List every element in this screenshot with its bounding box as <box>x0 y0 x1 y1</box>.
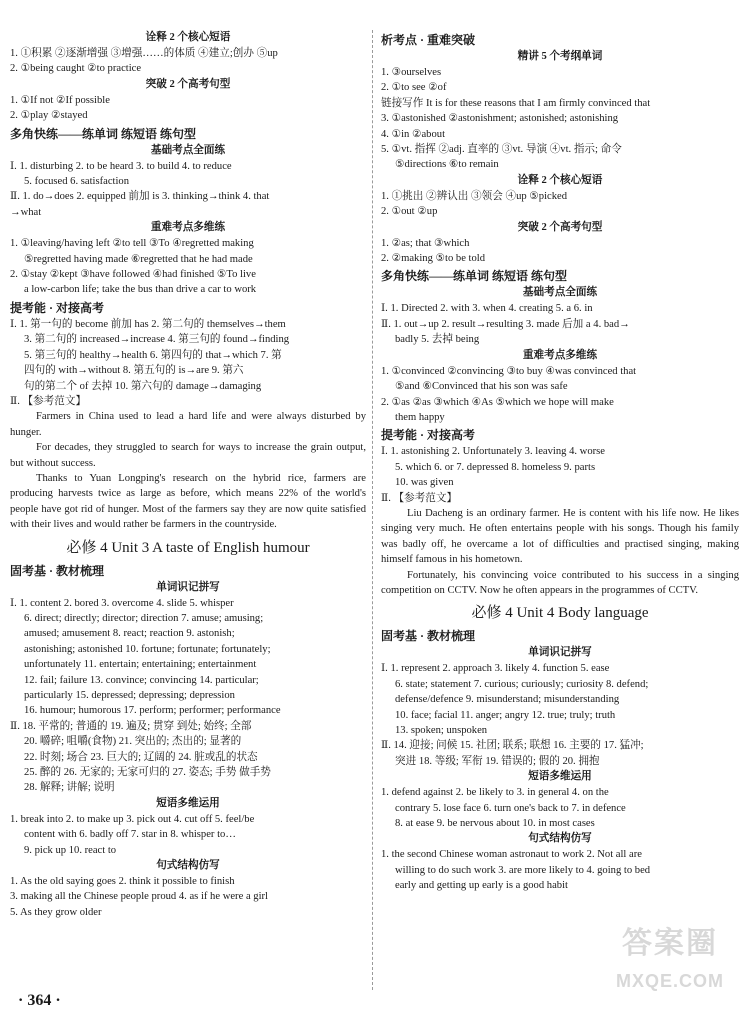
section-heading: 析考点 · 重难突破 <box>381 33 476 47</box>
answer-line: 1. ①convinced ②convincing ③to buy ④was convinced that <box>381 365 637 377</box>
answer-line: 6. state; statement 7. curious; curiously; curiosity 8. defend; <box>395 678 649 690</box>
answer-line: badly 5. 去掉 being <box>395 334 480 346</box>
answer-line: 1. defend against 2. be likely to 3. in general 4. on the <box>381 787 609 799</box>
essay-paragraph: Farmers in China used to lead a hard life and were always disturbed by hunger. <box>10 411 366 438</box>
answer-line: 1. ①积累 ②逐渐增强 ③增强……的体质 ④建立;创办 ⑤up <box>10 48 278 59</box>
answer-line: contrary 5. lose face 6. turn one's back to 7. in defence <box>395 802 626 814</box>
answer-line: 2. ①stay ②kept ③have followed ④had finished ⑤To live <box>10 269 256 281</box>
watermark-title: 答案圈 <box>622 927 718 960</box>
right-column <box>381 30 739 894</box>
answer-line: ⑤and ⑥Convinced that his son was safe <box>395 381 568 393</box>
answer-line: Ⅱ. 【参考范文】 <box>381 492 458 504</box>
subsection-heading: 句式结构仿写 <box>156 860 220 872</box>
answer-line: 3. making all the Chinese people proud 4. as if he were a girl <box>10 891 269 903</box>
subsection-heading: 基础考点全面练 <box>522 287 598 299</box>
answer-line: ⑤directions ⑥to remain <box>395 159 499 171</box>
answer-line: Ⅱ. 【参考范文】 <box>10 395 87 407</box>
answer-line: 10. was given <box>395 477 454 489</box>
answer-line: 10. face; facial 11. anger; angry 12. true; truly; truth <box>395 709 616 721</box>
answer-line: defense/defence 9. misunderstand; misunderstanding <box>395 694 620 706</box>
unit-title: 必修 4 Unit 4 Body language <box>471 605 649 622</box>
answer-line: Ⅰ. 1. Directed 2. with 3. when 4. creating 5. a 6. in <box>381 303 593 315</box>
subsection-heading: 诠释 2 个核心短语 <box>517 174 603 186</box>
answer-line: →what <box>10 206 42 218</box>
answer-line: 6. direct; directly; director; direction 7. amuse; amusing; <box>24 612 264 624</box>
answer-line: 2. ①to see ②of <box>381 82 447 94</box>
section-heading: 固考基 · 教材梳理 <box>381 629 476 644</box>
answer-line: 25. 醉的 26. 无家的; 无家可归的 27. 姿态; 手势 做手势 <box>24 767 271 779</box>
answer-line: Ⅱ. 1. out→up 2. result→resulting 3. made 后加 a 4. bad→ <box>381 318 630 330</box>
subsection-heading: 句式结构仿写 <box>528 833 592 845</box>
section-heading: 提考能 · 对接高考 <box>10 300 105 315</box>
answer-line: 2. ①out ②up <box>381 206 438 218</box>
answer-line: 1. ③ourselves <box>381 67 442 78</box>
answer-line: 四句的 with→without 8. 第五句的 is→are 9. 第六 <box>24 365 244 377</box>
answer-line: content with 6. badly off 7. star in 8. whisper to… <box>24 829 236 841</box>
left-column <box>10 30 366 920</box>
answer-line: 5. focused 6. satisfaction <box>24 176 130 188</box>
answer-line: 20. 嚼碎; 咀嚼(食物) 21. 突出的; 杰出的; 显著的 <box>24 736 242 748</box>
answer-line: Ⅰ. 1. content 2. bored 3. overcome 4. slide 5. whisper <box>10 597 234 609</box>
answer-line: 2. ①being caught ②to practice <box>10 63 142 75</box>
answer-line: 链接写作 It is for these reasons that I am firmly convinced that <box>381 97 651 109</box>
unit-title: 必修 4 Unit 3 A taste of English humour <box>66 539 310 556</box>
answer-line: willing to do such work 3. are more likely to 4. going to bed <box>395 864 651 876</box>
essay-paragraph: Liu Dacheng is an ordinary farmer. He is content with his life now. He likes singing very much. He often entertains people with his songs. Though his family was badly off, he overcame a lot of difficulties and practised singing, making himself famous in his hometown. <box>381 507 739 566</box>
answer-line: 12. fail; failure 13. convince; convincing 14. particular; <box>24 674 259 686</box>
answer-line: 1. break into 2. to make up 3. pick out 4. cut off 5. feel/be <box>10 813 255 825</box>
subsection-heading: 重难考点多维练 <box>522 349 598 361</box>
section-heading: 多角快练——练单词 练短语 练句型 <box>381 269 568 284</box>
answer-line: 9. pick up 10. react to <box>24 844 117 856</box>
answer-line: 1. ①挑出 ②辨认出 ③领会 ④up ⑤picked <box>381 190 568 202</box>
answer-line: 5. which 6. or 7. depressed 8. homeless 9. parts <box>395 461 596 473</box>
subsection-heading: 重难考点多维练 <box>150 222 226 234</box>
answer-line: astonishing; astonished 10. fortune; fortunate; fortunately; <box>24 643 271 655</box>
column-divider <box>372 30 374 990</box>
answer-line: particularly 15. depressed; depressing; depression <box>24 690 235 701</box>
essay-paragraph: For decades, they struggled to search for ways to increase the grain output, but without success. <box>10 442 366 469</box>
answer-line: unfortunately 11. entertain; entertaining; entertainment <box>24 659 257 671</box>
subsection-heading: 短语多维运用 <box>156 797 220 809</box>
section-heading: 提考能 · 对接高考 <box>381 428 476 443</box>
answer-line: Ⅱ. 1. do→does 2. equipped 前加 is 3. thinking→think 4. that <box>10 191 270 203</box>
answer-line: Ⅰ. 1. represent 2. approach 3. likely 4. function 5. ease <box>381 663 610 675</box>
answer-line: 16. humour; humorous 17. perform; performer; performance <box>24 705 281 717</box>
answer-line: a low-carbon life; take the bus than drive a car to work <box>24 284 257 296</box>
answer-line: 1. ①leaving/having left ②to tell ③To ④regretted making <box>10 238 254 250</box>
answer-line: 句的第二个 of 去掉 10. 第六句的 damage→damaging <box>24 380 262 392</box>
answer-line: 突进 18. 等级; 军衔 19. 错误的; 假的 20. 拥抱 <box>395 755 600 767</box>
answer-line: Ⅱ. 14. 迎接; 问候 15. 社团; 联系; 联想 16. 主要的 17. 猛冲; <box>381 740 644 752</box>
answer-line: 28. 解释; 讲解; 说明 <box>24 782 115 794</box>
subsection-heading: 突破 2 个高考句型 <box>145 78 231 90</box>
essay-paragraph: Fortunately, his convincing voice contributed to his success in a singing competition on CCTV. Now he often appears in the programmes of CCTV. <box>381 569 739 596</box>
answer-line: Ⅰ. 1. disturbing 2. to be heard 3. to build 4. to reduce <box>10 160 232 172</box>
answer-line: amused; amusement 8. react; reaction 9. astonish; <box>24 628 235 640</box>
answer-line: 5. As they grow older <box>10 906 102 918</box>
answer-line: ⑤regretted having made ⑥regretted that he had made <box>24 253 253 265</box>
answer-line: early and getting up early is a good habit <box>395 880 568 892</box>
answer-line: 1. As the old saying goes 2. think it possible to finish <box>10 876 235 888</box>
answer-line: 3. ①astonished ②astonishment; astonished; astonishing <box>381 113 619 125</box>
subsection-heading: 诠释 2 个核心短语 <box>145 32 231 43</box>
watermark <box>600 918 740 1018</box>
subsection-heading: 单词识记拼写 <box>528 647 592 659</box>
answer-line: Ⅰ. 1. astonishing 2. Unfortunately 3. leaving 4. worse <box>381 446 605 458</box>
section-heading: 固考基 · 教材梳理 <box>10 563 105 578</box>
page-number: · 364 · <box>18 992 61 1009</box>
section-heading: 多角快练——练单词 练短语 练句型 <box>10 126 197 141</box>
answer-line: 13. spoken; unspoken <box>395 725 488 736</box>
answer-line: Ⅰ. 1. 第一句的 become 前加 has 2. 第二句的 themselves→them <box>10 318 286 330</box>
subsection-heading: 短语多维运用 <box>528 771 592 783</box>
answer-line: 4. ①in ②about <box>381 128 446 140</box>
answer-line: 5. ①vt. 指挥 ②adj. 直率的 ③vt. 导演 ④vt. 指示; 命令 <box>381 144 622 156</box>
answer-line: 5. 第三句的 healthy→health 6. 第四句的 that→which 7. 第 <box>24 349 282 361</box>
answer-line: them happy <box>395 411 445 423</box>
essay-paragraph: Thanks to Yuan Longping's research on the hybrid rice, farmers are producing harvests twice as large as before, which means 22% of the world's people have got rid of hunger. Most of the farmers say they are now quite satisfied with their lives and would rather be farmers in the countryside. <box>10 472 366 531</box>
answer-line: 2. ①as ②as ③which ④As ⑤which we hope will make <box>381 396 614 408</box>
subsection-heading: 单词识记拼写 <box>156 581 220 593</box>
answer-line: 3. 第二句的 increased→increase 4. 第三句的 found→finding <box>24 334 290 346</box>
answer-line: 1. the second Chinese woman astronaut to work 2. Not all are <box>381 849 642 861</box>
answer-line: 1. ②as; that ③which <box>381 237 470 249</box>
answer-line: 1. ①If not ②If possible <box>10 94 110 106</box>
subsection-heading: 突破 2 个高考句型 <box>517 221 603 233</box>
watermark-url: MXQE.COM <box>615 971 724 991</box>
answer-line: 2. ①play ②stayed <box>10 110 88 122</box>
answer-line: 22. 时刻; 场合 23. 巨大的; 辽阔的 24. 脏或乱的状态 <box>24 751 258 763</box>
subsection-heading: 基础考点全面练 <box>150 144 226 156</box>
answer-line: Ⅱ. 18. 平常的; 普通的 19. 遍及; 贯穿 到处; 始终; 全部 <box>10 720 252 732</box>
answer-line: 8. at ease 9. be nervous about 10. in most cases <box>395 818 595 830</box>
subsection-heading: 精讲 5 个考纲单词 <box>517 51 603 62</box>
answer-line: 2. ②making ⑤to be told <box>381 253 486 265</box>
